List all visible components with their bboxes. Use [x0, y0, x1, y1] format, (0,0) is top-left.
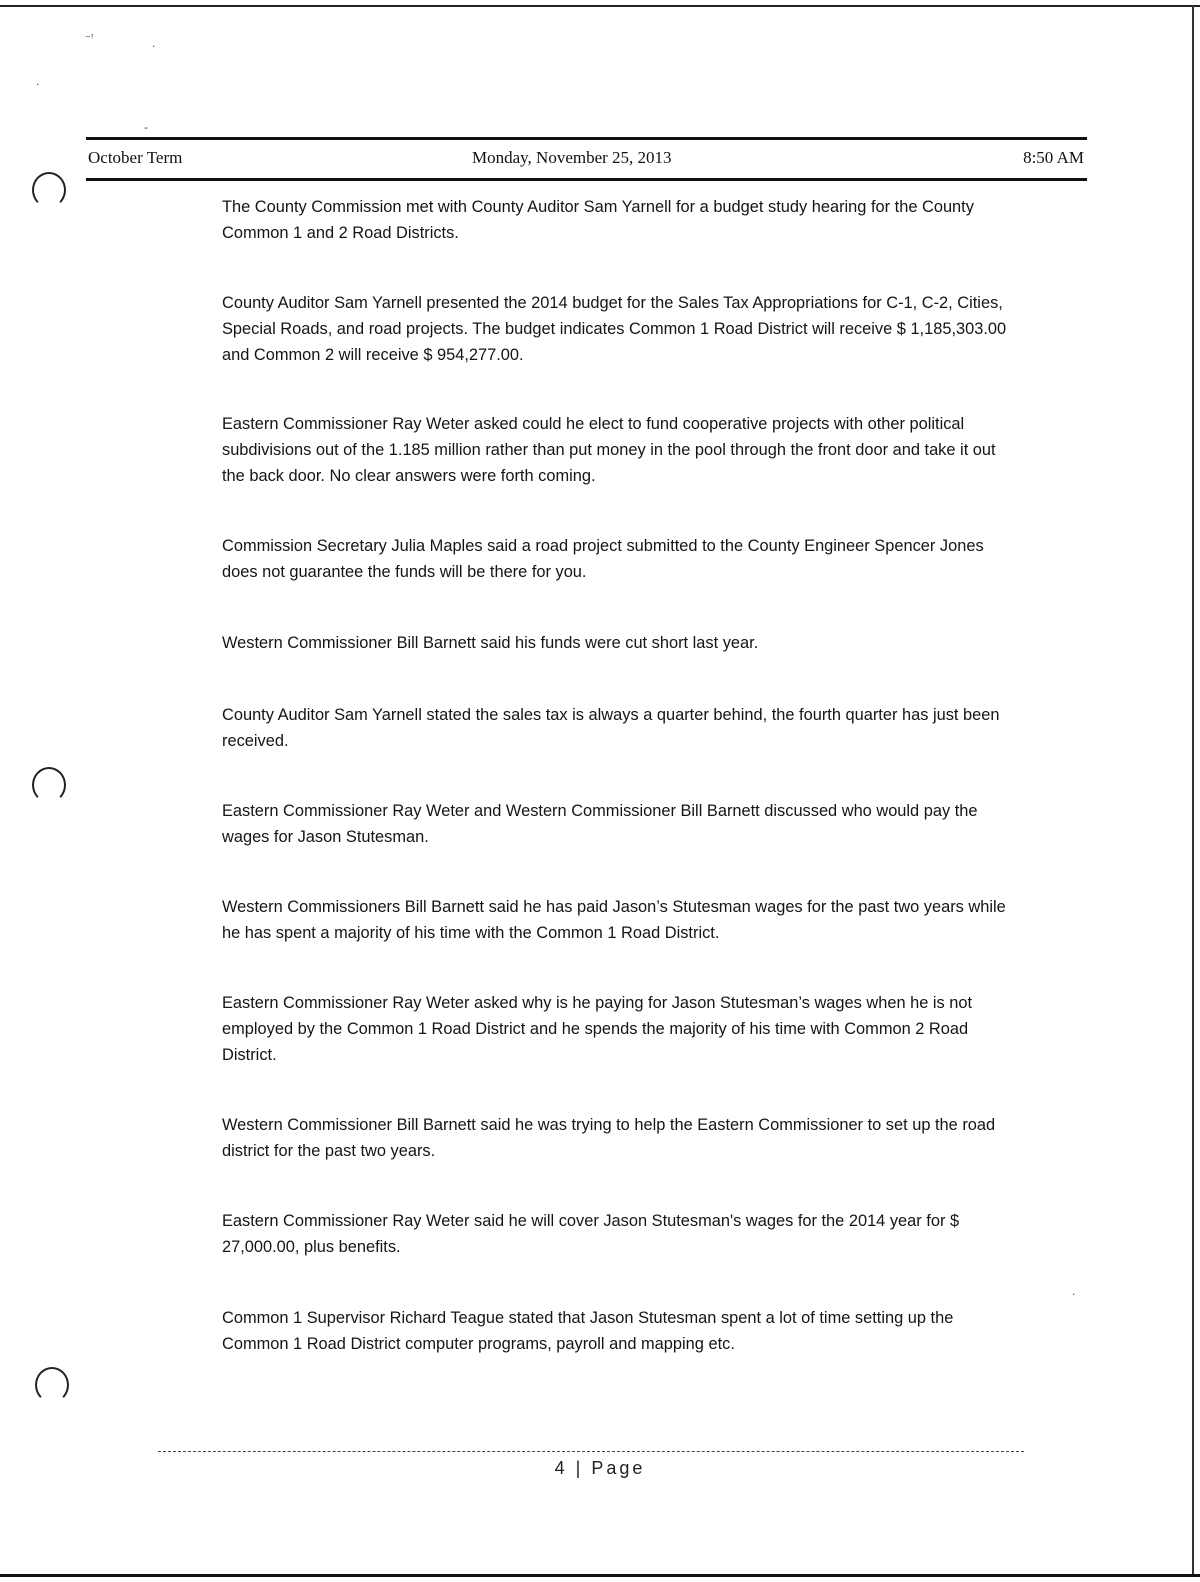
meeting-time: 8:50 AM — [1023, 148, 1084, 167]
minutes-paragraph: Eastern Commissioner Ray Weter and Western Commissioner Bill Barnett discussed who would pay the wages for Jason Stutesman. — [222, 802, 978, 846]
footer-rule — [158, 1451, 1024, 1452]
scan-speck: ⁻ꜝ — [85, 32, 94, 45]
page-header — [88, 148, 1086, 172]
term-label: October Term — [88, 148, 183, 167]
scan-speck: · — [152, 40, 156, 53]
minutes-paragraph: Eastern Commissioner Ray Weter asked why is he paying for Jason Stutesman’s wages when he is not employed by the Common 1 Road District and he spends the majority of his time with Common 2 Road District. — [222, 994, 973, 1064]
page-number: 4 | Page — [554, 1458, 646, 1478]
scan-border-top — [0, 5, 1200, 7]
meeting-date: Monday, November 25, 2013 — [472, 148, 672, 167]
minutes-paragraph: Common 1 Supervisor Richard Teague stated that Jason Stutesman spent a lot of time setting up the Common 1 Road District computer programs, payroll and mapping etc. — [222, 1309, 954, 1353]
scan-speck: · — [1072, 1288, 1076, 1301]
scan-speck: · — [36, 78, 40, 91]
minutes-paragraph: Western Commissioner Bill Barnett said he was trying to help the Eastern Commissioner to set up the road district for the past two years. — [222, 1116, 996, 1160]
minutes-paragraph: Western Commissioners Bill Barnett said he has paid Jason’s Stutesman wages for the past two years while he has spent a majority of his time with the Common 1 Road District. — [222, 898, 1006, 942]
punch-hole-icon — [32, 172, 66, 208]
minutes-paragraph: County Auditor Sam Yarnell presented the 2014 budget for the Sales Tax Appropriations for C-1, C-2, Cities, Special Roads, and road projects. The budget indicates Common 1 Road District will receive $ 1,185,303.00 and Common 2 will receive $ 954,277.00. — [222, 294, 1007, 364]
scan-speck: ‐ — [144, 121, 148, 134]
minutes-paragraph: The County Commission met with County Auditor Sam Yarnell for a budget study hearing for the County Common 1 and 2 Road Districts. — [222, 198, 974, 242]
scan-border-right — [1192, 5, 1194, 1577]
punch-hole-icon — [35, 1367, 69, 1403]
header-rule-top — [86, 137, 1087, 140]
minutes-paragraph: Eastern Commissioner Ray Weter said he will cover Jason Stutesman's wages for the 2014 year for $ 27,000.00, plus benefits. — [222, 1212, 960, 1256]
header-rule-bottom — [86, 178, 1087, 181]
minutes-paragraph: Eastern Commissioner Ray Weter asked could he elect to fund cooperative projects with other political subdivisions out of the 1.185 million rather than put money in the pool through the front door and take it out the back door. No clear answers were forth coming. — [222, 415, 996, 485]
minutes-paragraph: Commission Secretary Julia Maples said a road project submitted to the County Engineer Spencer Jones does not guarantee the funds will be there for you. — [222, 537, 984, 581]
punch-hole-icon — [32, 767, 66, 803]
minutes-paragraph: Western Commissioner Bill Barnett said his funds were cut short last year. — [222, 634, 759, 652]
minutes-paragraph: County Auditor Sam Yarnell stated the sales tax is always a quarter behind, the fourth quarter has just been received. — [222, 706, 1000, 750]
scan-border-bottom — [0, 1574, 1200, 1577]
